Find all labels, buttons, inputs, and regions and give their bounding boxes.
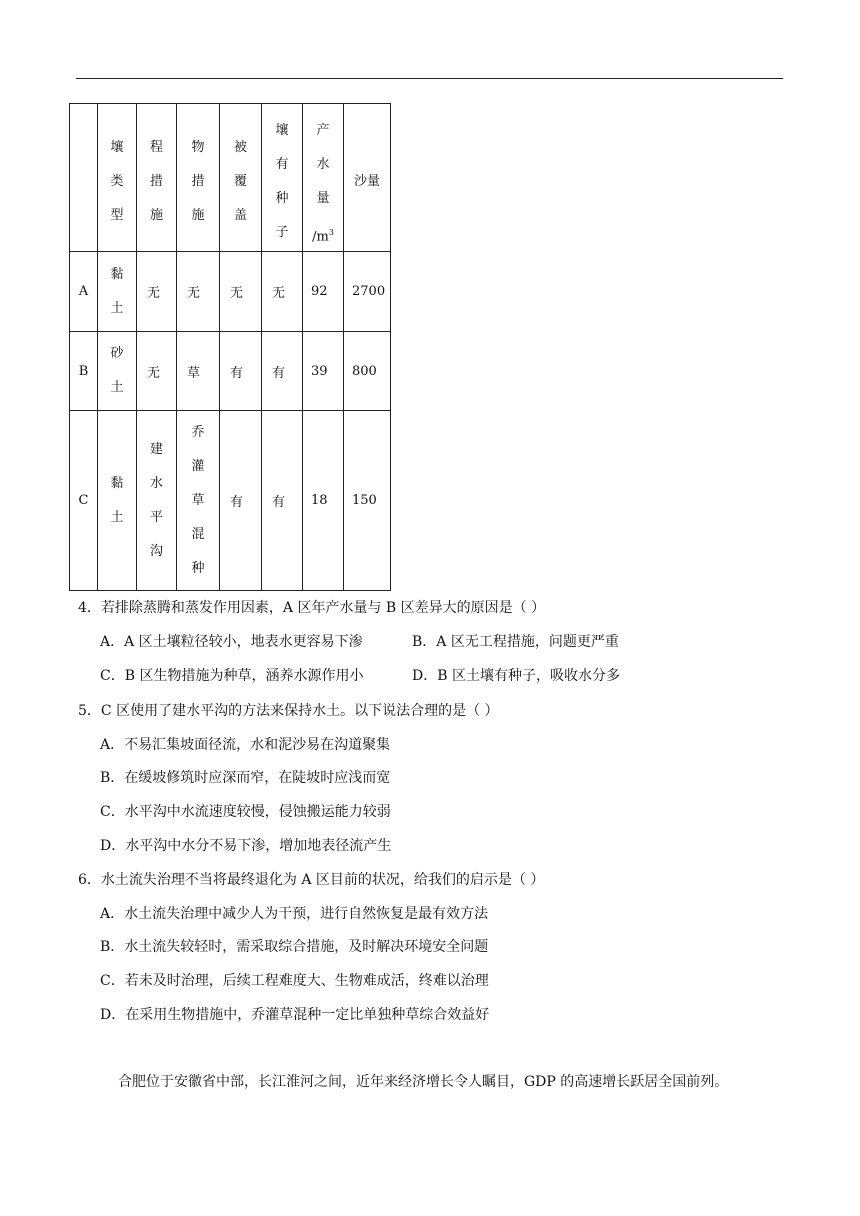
row-cover: 有 [220,332,262,411]
header-seed [262,104,303,252]
question-6-option-b: B．水土流失较轻时，需采取综合措施，及时解决环境安全问题 [100,939,489,955]
header-char: 子 [275,225,289,240]
row-soil [98,252,137,332]
row-id: B [70,332,98,411]
question-5-option-b: B．在缓坡修筑时应深而窄，在陡坡时应浅而宽 [100,770,391,786]
row-id: A [70,252,98,332]
header-char: 种 [275,191,289,206]
cell-char: 土 [110,509,124,525]
header-char: 型 [110,208,124,223]
unit-text: /m [312,229,329,245]
cell-char: 草 [191,492,205,508]
header-cover [220,104,262,252]
header-char: 程 [149,140,163,155]
question-6-stem: 6．水土流失治理不当将最终退化为 A 区目前的状况，给我们的启示是（ ） [78,872,545,888]
header-rule [76,78,783,79]
row-bio: 草 [177,332,220,411]
table-row [70,252,391,332]
cell-char: 种 [191,560,205,576]
header-char: 施 [149,208,163,223]
question-4-option-c: C．B 区生物措施为种草，涵养水源作用小 [100,668,364,684]
question-4-stem: 4．若排除蒸腾和蒸发作用因素，A 区年产水量与 B 区差异大的原因是（ ） [78,600,546,616]
row-eng: 无 [137,252,177,332]
header-char: 量 [316,191,330,206]
table-row [70,411,391,591]
question-5-stem: 5．C 区使用了建水平沟的方法来保持水土。以下说法合理的是（ ） [78,703,499,719]
row-soil [98,332,137,411]
table-header-row [70,104,391,252]
header-char: 措 [149,174,163,189]
row-seed: 有 [262,411,303,591]
cell-char: 砂 [110,346,124,361]
row-bio [177,411,220,591]
header-soil-type [98,104,137,252]
row-cover: 无 [220,252,262,332]
row-eng [137,411,177,591]
header-char: 水 [316,157,330,172]
cell-char: 沟 [149,543,163,559]
header-sand [344,104,391,252]
soil-erosion-table [69,103,391,591]
cell-char: 黏 [110,266,124,282]
question-6-option-c: C．若未及时治理，后续工程难度大、生物难成活，终难以治理 [100,973,489,989]
question-5-option-a: A．不易汇集坡面径流，水和泥沙易在沟道聚集 [100,737,391,753]
row-sand: 800 [344,332,391,411]
reading-passage: 合肥位于安徽省中部，长江淮河之间，近年来经济增长令人瞩目，GDP 的高速增长跃居全国前列。 [118,1074,729,1090]
row-soil [98,411,137,591]
header-id-cell [70,104,98,252]
header-unit [312,216,334,250]
row-sand: 150 [344,411,391,591]
header-char: 产 [316,123,330,138]
question-5-option-c: C．水平沟中水流速度较慢，侵蚀搬运能力较弱 [100,804,391,820]
header-char: 壤 [110,140,124,155]
header-char: 壤 [275,123,289,138]
unit-superscript: 3 [328,228,334,237]
header-char: 类 [110,174,124,189]
cell-char: 混 [191,526,205,542]
header-biological [177,104,220,252]
row-water: 18 [303,411,344,591]
cell-char: 建 [149,441,163,457]
row-eng: 无 [137,332,177,411]
header-text: 沙量 [353,174,380,189]
question-4-option-b: B．A 区无工程措施，问题更严重 [412,634,619,650]
row-water: 39 [303,332,344,411]
row-seed: 有 [262,332,303,411]
question-6-option-d: D．在采用生物措施中，乔灌草混种一定比单独种草综合效益好 [100,1007,490,1023]
header-water [303,104,344,252]
header-char: 物 [191,140,205,155]
row-id: C [70,411,98,591]
cell-char: 土 [110,380,124,395]
row-water: 92 [303,252,344,332]
header-char: 盖 [233,208,247,223]
header-char: 有 [275,157,289,172]
cell-char: 水 [149,475,163,491]
row-bio: 无 [177,252,220,332]
header-char: 被 [233,140,247,155]
header-char: 措 [191,174,205,189]
cell-char: 黏 [110,475,124,491]
row-cover: 有 [220,411,262,591]
table-row [70,332,391,411]
question-5-option-d: D．水平沟中水分不易下渗，增加地表径流产生 [100,838,392,854]
header-char: 覆 [233,174,247,189]
header-char: 施 [191,208,205,223]
question-6-option-a: A．水土流失治理中减少人为干预，进行自然恢复是最有效方法 [100,906,489,922]
cell-char: 平 [149,509,163,525]
question-4-option-a: A．A 区土壤粒径较小，地表水更容易下渗 [100,634,363,650]
cell-char: 乔 [191,424,205,440]
row-seed: 无 [262,252,303,332]
question-4-option-d: D．B 区土壤有种子，吸收水分多 [412,668,620,684]
cell-char: 灌 [191,458,205,474]
row-sand: 2700 [344,252,391,332]
cell-char: 土 [110,300,124,316]
header-engineering [137,104,177,252]
